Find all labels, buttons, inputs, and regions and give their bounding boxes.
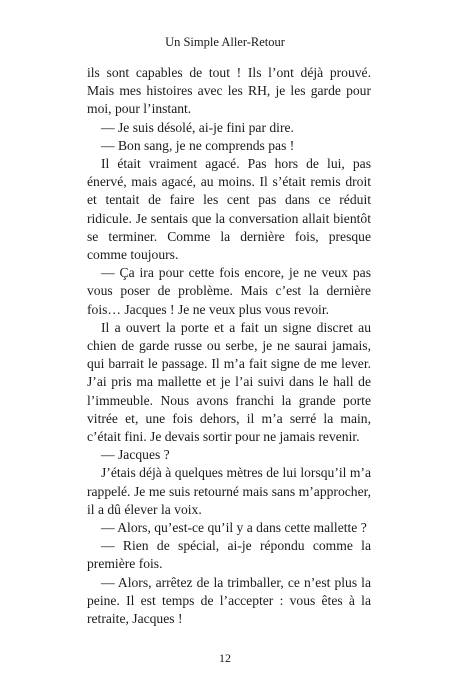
- paragraph: Il a ouvert la porte et a fait un signe discret au chien de garde russe ou serbe, je ne saurai jamais, qui barrait le passage. Il m’a fait signe de me lever. J’ai pris ma mallette et je l’ai suivi dans le hall de l’immeuble. Nous avons franchi la grande porte vitrée et, une fois dehors, il m’a serré la main, c’était fini. Je devais sortir pour ne jamais revenir.: [87, 319, 371, 445]
- paragraph: Il était vraiment agacé. Pas hors de lui, pas énervé, mais agacé, au moins. Il s’était remis droit et tentait de faire les cent pas dans ce réduit ridicule. Je sentais que la conversation allait bientôt se terminer. Comme la dernière fois, presque comme toujours.: [87, 156, 371, 263]
- running-head: Un Simple Aller-Retour: [165, 35, 285, 49]
- paragraph: ils sont capables de tout ! Ils l’ont déjà prouvé. Mais mes histoires avec les RH, je les garde pour moi, pour l’instant.: [87, 65, 371, 117]
- paragraph: — Je suis désolé, ai-je fini par dire.: [101, 119, 294, 135]
- paragraph: — Rien de spécial, ai-je répondu comme la première fois.: [87, 538, 371, 572]
- paragraph: — Jacques ?: [101, 447, 170, 463]
- paragraph: — Ça ira pour cette fois encore, je ne veux pas vous poser de problème. Mais c’est la dernière fois… Jacques ! Je ne veux plus vous revoir.: [87, 265, 371, 317]
- paragraph: J’étais déjà à quelques mètres de lui lorsqu’il m’a rappelé. Je me suis retourné mais sans m’approcher, il a dû élever la voix.: [87, 465, 371, 517]
- paragraph: — Alors, qu’est-ce qu’il y a dans cette mallette ?: [101, 520, 367, 536]
- paragraph: — Alors, arrêtez de la trimballer, ce n’est plus la peine. Il est temps de l’accepter : vous êtes à la retraite, Jacques !: [87, 574, 371, 627]
- paragraph: — Bon sang, je ne comprends pas !: [101, 137, 295, 153]
- page-number: 12: [219, 651, 231, 665]
- body-text: [87, 64, 371, 628]
